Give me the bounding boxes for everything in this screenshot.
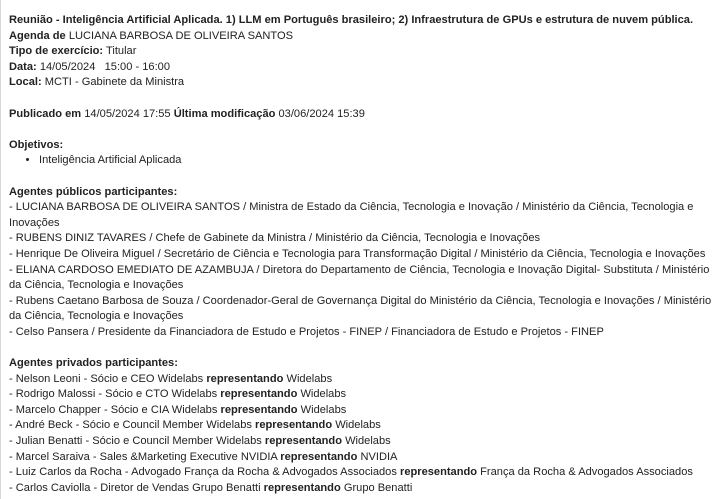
agentes-privados-list bbox=[9, 372, 715, 497]
agente-publico-item: - Henrique De Oliveira Miguel / Secretário de Ciência e Tecnologia para Transformação Digital / Ministério da Ciência, Tecnologia e Inovações bbox=[9, 247, 706, 260]
agenda-row bbox=[9, 29, 715, 45]
tipo-label: Tipo de exercício: bbox=[9, 45, 104, 58]
agente-privado-item bbox=[9, 481, 715, 497]
agente-privado-who: - Julian Benatti - Sócio e Council Member Widelabs bbox=[9, 435, 262, 448]
agente-privado-item bbox=[9, 434, 715, 450]
agente-privado-item bbox=[9, 450, 715, 466]
publication-row bbox=[9, 107, 715, 123]
agente-privado-item bbox=[9, 387, 715, 403]
representando-label: representando bbox=[206, 372, 284, 385]
data-label: Data: bbox=[9, 60, 37, 73]
agentes-privados-heading: Agentes privados participantes: bbox=[9, 357, 178, 370]
local-label: Local: bbox=[9, 76, 42, 89]
agente-privado-item bbox=[9, 372, 715, 388]
local-value: MCTI - Gabinete da Ministra bbox=[44, 76, 185, 89]
agente-privado-who: - Rodrigo Malossi - Sócio e CTO Widelabs bbox=[9, 388, 218, 401]
agente-publico-item: - LUCIANA BARBOSA DE OLIVEIRA SANTOS / Ministra de Estado da Ciência, Tecnologia e Inovação / Ministério da Ciência, Tecnologia e Inovações bbox=[9, 201, 694, 229]
agentes-publicos-heading: Agentes públicos participantes: bbox=[9, 185, 178, 198]
representando-label: representando bbox=[400, 466, 478, 479]
agente-privado-item bbox=[9, 418, 715, 434]
tipo-row bbox=[9, 44, 715, 60]
spacer bbox=[9, 91, 715, 107]
agente-privado-item bbox=[9, 465, 715, 481]
spacer bbox=[9, 169, 715, 185]
agente-privado-org: Grupo Benatti bbox=[343, 481, 413, 494]
agente-publico-item: - ELIANA CARDOSO EMEDIATO DE AZAMBUJA / Diretora do Departamento de Ciência, Tecnologia e Inovação Digital- Substituta / Ministério da Ciência, Tecnologia e Inovações bbox=[9, 263, 710, 292]
data-value: 14/05/2024 15:00 - 16:00 bbox=[39, 60, 170, 73]
representando-label: representando bbox=[220, 388, 298, 401]
agente-privado-who: - Nelson Leoni - Sócio e CEO Widelabs bbox=[9, 372, 204, 385]
objetivo-item: • Inteligência Artificial Aplicada bbox=[39, 153, 715, 169]
spacer bbox=[9, 340, 715, 356]
agente-privado-org: Widelabs bbox=[345, 435, 391, 448]
agente-privado-org: Widelabs bbox=[300, 403, 347, 416]
representando-label: representando bbox=[264, 435, 342, 448]
agenda-value: LUCIANA BARBOSA DE OLIVEIRA SANTOS bbox=[68, 29, 294, 42]
tipo-value: Titular bbox=[106, 45, 137, 58]
agenda-label: Agenda de bbox=[9, 29, 66, 42]
representando-label: representando bbox=[255, 419, 333, 432]
objetivos-heading: Objetivos: bbox=[9, 138, 64, 151]
agente-privado-org: NVIDIA bbox=[360, 450, 398, 463]
modificacao-value: 03/06/2024 15:39 bbox=[278, 107, 365, 120]
agente-privado-who: - André Beck - Sócio e Council Member Widelabs bbox=[9, 419, 252, 432]
objetivos-list bbox=[9, 153, 715, 169]
modificacao-label: Última modificação bbox=[173, 107, 276, 120]
spacer bbox=[9, 122, 715, 138]
representando-label: representando bbox=[220, 403, 298, 416]
publicado-label: Publicado em bbox=[9, 107, 82, 120]
agente-privado-org: Widelabs bbox=[335, 419, 381, 432]
agente-privado-org: França da Rocha & Advogados Associados bbox=[480, 466, 693, 479]
agente-publico-item: - Rubens Caetano Barbosa de Souza / Coordenador-Geral de Governança Digital do Ministério da Ciência, Tecnologia e Inovações / Ministério da Ciência, Tecnologia e Inovações bbox=[9, 294, 712, 323]
local-row bbox=[9, 75, 715, 91]
publicado-value: 14/05/2024 17:55 bbox=[84, 107, 171, 120]
meeting-details bbox=[9, 13, 715, 496]
meeting-title: Reunião - Inteligência Artificial Aplicada. 1) LLM em Português brasileiro; 2) Infraestrutura de GPUs e estrutura de nuvem pública. bbox=[9, 14, 694, 26]
agentes-publicos-list bbox=[9, 200, 715, 340]
representando-label: representando bbox=[280, 450, 358, 463]
agente-privado-who: - Marcel Saraiva - Sales &Marketing Executive NVIDIA bbox=[9, 450, 278, 463]
agente-privado-item bbox=[9, 403, 715, 419]
agente-privado-who: - Carlos Caviolla - Diretor de Vendas Grupo Benatti bbox=[9, 481, 261, 494]
agente-privado-who: - Luiz Carlos da Rocha - Advogado França da Rocha & Advogados Associados bbox=[9, 466, 397, 479]
agente-publico-item: - Celso Pansera / Presidente da Financiadora de Estudo e Projetos - FINEP / Financiadora de Estudo e Projetos - FINEP bbox=[9, 325, 604, 338]
agente-publico-item: - RUBENS DINIZ TAVARES / Chefe de Gabinete da Ministra / Ministério da Ciência, Tecnologia e Inovações bbox=[9, 232, 541, 245]
representando-label: representando bbox=[263, 481, 341, 494]
data-row bbox=[9, 60, 715, 76]
agente-privado-who: - Marcelo Chapper - Sócio e CIA Widelabs bbox=[9, 403, 218, 416]
agente-privado-org: Widelabs bbox=[300, 388, 347, 401]
agente-privado-org: Widelabs bbox=[286, 372, 333, 385]
